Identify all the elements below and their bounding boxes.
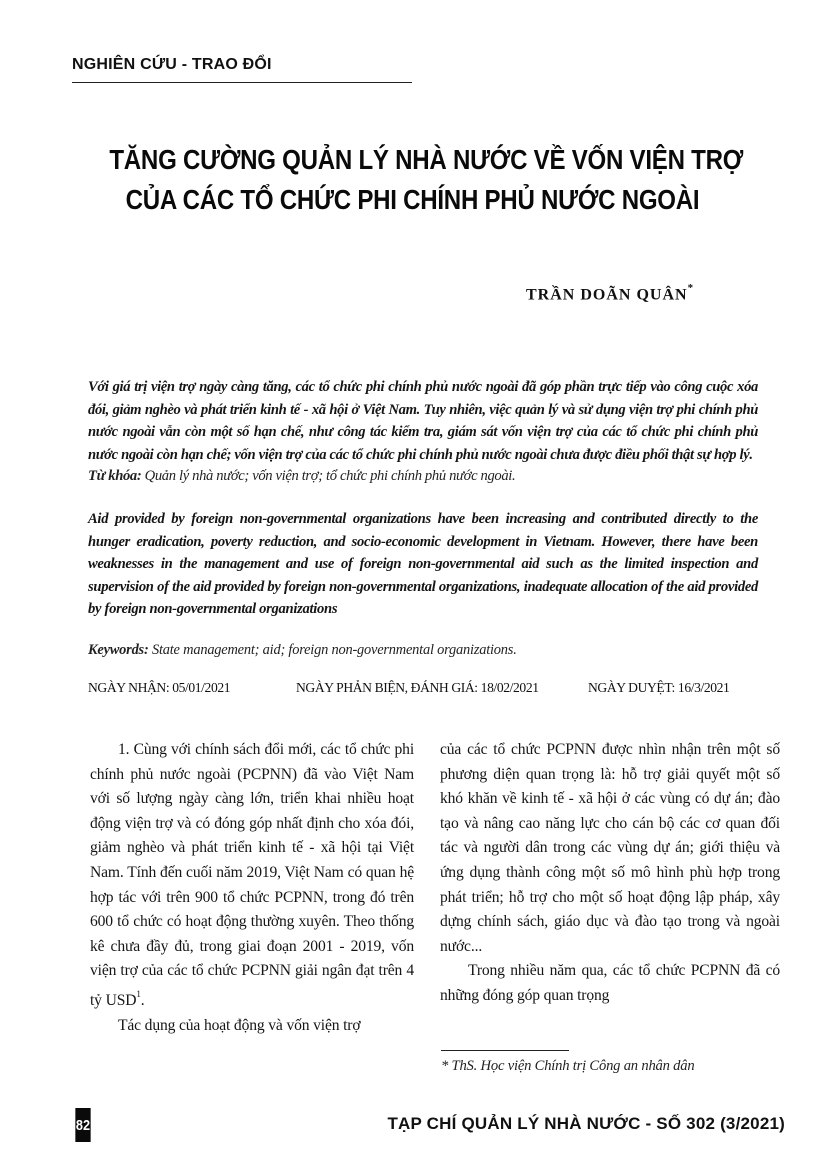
body-paragraph: Trong nhiều năm qua, các tổ chức PCPNN đã có những đóng góp quan trọng [440,962,780,1004]
page-number: 82 [75,1108,90,1142]
title-line-2: CỦA CÁC TỔ CHỨC PHI CHÍNH PHỦ NƯỚC NGOÀI [125,184,700,215]
paragraph-end: . [140,992,145,1010]
date-reviewed: NGÀY PHẢN BIỆN, ĐÁNH GIÁ: 18/02/2021 [296,680,539,695]
paragraph-text: 1. Cùng với chính sách đổi mới, các tổ chức phi chính phủ nước ngoài (PCPNN) đã vào Việt Nam với số lượng ngày càng lớn, triển khai nhiều hoạt động viện trợ và có đóng góp nhất định cho xóa đói, giảm nghèo và phát triển kinh tế - xã hội tại Việt Nam. Tính đến cuối năm 2019, Việt Nam có quan hệ hợp tác với trên 900 tổ chức PCPNN, trong đó trên 600 tổ chức có hoạt động thường xuyên. Theo thống kê chưa đầy đủ, trong giai đoạn 2001 - 2019, vốn viện trợ của các tổ chức PCPNN giải ngân đạt trên 4 tỷ USD [90,741,414,1010]
keywords-vi-text: Quản lý nhà nước; vốn viện trợ; tổ chức phi chính phủ nước ngoài. [141,468,516,484]
section-label: NGHIÊN CỨU - TRAO ĐỔI [72,56,272,73]
keywords-vietnamese [88,465,758,488]
journal-footer: TẠP CHÍ QUẢN LÝ NHÀ NƯỚC - SỐ 302 (3/2021) [387,1114,785,1133]
body-paragraph [90,738,414,1014]
body-paragraph: của các tổ chức PCPNN được nhìn nhận trên một số phương diện quan trọng là: hỗ trợ giải quyết một số khó khăn về kinh tế - xã hội ở các vùng có dự án; đào tạo và nâng cao năng lực cho cán bộ các cơ quan đối tác và người dân trong các vùng dự án; giới thiệu và ứng dụng thành công một số mô hình phù hợp trong phát triển; hỗ trợ cho một số hoạt động lập pháp, xây dựng chính sách, giáo dục và đào tạo trong và ngoài nước... [440,741,780,955]
author-name: TRẦN DOÃN QUÂN [526,286,688,304]
keywords-vi-label: Từ khóa: [88,468,142,484]
keywords-english [88,639,758,661]
author-footnote: * ThS. Học viện Chính trị Công an nhân dân [441,1058,695,1074]
abstract-vietnamese: Với giá trị viện trợ ngày càng tăng, các tổ chức phi chính phủ nước ngoài đã góp phần trực tiếp vào công cuộc xóa đói, giảm nghèo và phát triển kinh tế - xã hội ở Việt Nam. Tuy nhiên, việc quản lý và sử dụng viện trợ phi chính phủ nước ngoài vẫn còn một số hạn chế, như công tác kiểm tra, giám sát vốn viện trợ của các tổ chức phi chính phủ nước ngoài còn hạn chế; vốn viện trợ của các tổ chức phi chính phủ nước ngoài chưa được điều phối thật sự hợp lý. [88,379,758,463]
author [526,284,694,304]
body-paragraph: Tác dụng của hoạt động và vốn viện trợ [118,1016,361,1034]
title-line-1: TĂNG CƯỜNG QUẢN LÝ NHÀ NƯỚC VỀ VỐN VIỆN TRỢ [109,144,744,175]
body-column-left [90,738,414,1038]
footnote-divider [441,1050,569,1051]
section-divider [72,82,412,83]
author-footnote-mark: * [687,282,695,294]
body-column-right [440,738,780,1009]
abstract-english: Aid provided by foreign non-governmental organizations have been increasing and contributed directly to the hunger eradication, poverty reduction, and socio-economic development in Vietnam. However, there have been weaknesses in the management and use of foreign non-governmental aid such as the limited inspection and supervision of the aid provided by foreign non-governmental organizations, inadequate allocation of the aid provided by foreign non-governmental organizations [88,511,758,618]
keywords-en-label: Keywords: [88,642,149,658]
date-received: NGÀY NHẬN: 05/01/2021 [88,680,231,695]
date-approved: NGÀY DUYỆT: 16/3/2021 [588,680,730,695]
keywords-en-text: State management; aid; foreign non-governmental organizations. [148,642,517,658]
article-title [109,140,744,220]
footnote-reference: 1 [136,988,141,999]
